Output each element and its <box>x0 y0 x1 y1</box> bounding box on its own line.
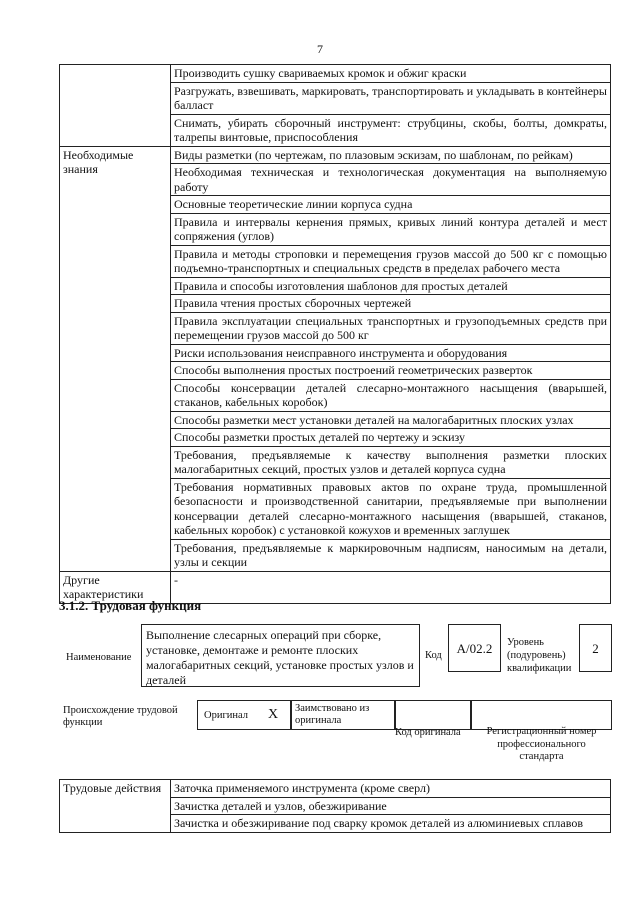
table-cell: Зачистка и обезжиривание под сварку кромок деталей из алюминиевых сплавов <box>171 815 611 833</box>
table-cell: Требования нормативных правовых актов по охране труда, промышленной безопасности и производственной санитарии, предъявляемые при выполнении консервации деталей слесарно-монтажного насыщения (вварышей, стаканов, кабельных коробок) с установкой кожухов и временных заглушек <box>171 478 611 539</box>
table-cell: Снимать, убирать сборочный инструмент: струбцины, скобы, болты, домкраты, талрепы винтовые, приспособления <box>171 114 611 146</box>
table-row <box>60 65 611 83</box>
table-cell: Виды разметки (по чертежам, по плазовым эскизам, по шаблонам, по рейкам) <box>171 146 611 164</box>
labor-actions-table <box>59 779 611 833</box>
table-cell: Разгружать, взвешивать, маркировать, транспортировать и укладывать в контейнеры балласт <box>171 82 611 114</box>
table-row <box>60 146 611 164</box>
section-heading: 3.1.2. Трудовая функция <box>59 598 202 613</box>
qualification-level-box: 2 <box>579 624 612 672</box>
borrowed-cell <box>291 700 395 730</box>
table-cell: Зачистка деталей и узлов, обезжиривание <box>171 797 611 815</box>
table-cell: Требования, предъявляемые к качеству выполнения разметки плоских малогабаритных секций, простых узлов и деталей корпуса судна <box>171 446 611 478</box>
table-cell: Способы разметки мест установки деталей на малогабаритных плоских узлах <box>171 411 611 429</box>
table-row <box>60 780 611 798</box>
table-cell: Способы разметки простых деталей по чертежу и эскизу <box>171 429 611 447</box>
empty-label-cell <box>60 65 171 147</box>
origin-label: Происхождение трудовой функции <box>63 705 178 728</box>
function-name-box: Выполнение слесарных операций при сборке, установке, демонтаже и ремонте плоских малогабаритных секций, установке простых узлов и деталей <box>141 624 420 687</box>
borrowed-label: Заимствовано из оригинала <box>295 703 370 726</box>
table-cell: Правила и способы изготовления шаблонов для простых деталей <box>171 277 611 295</box>
labor-actions-label: Трудовые действия <box>60 780 171 833</box>
code-label: Код <box>425 650 442 661</box>
table-cell: Способы выполнения простых построений геометрических разверток <box>171 362 611 380</box>
original-cell <box>197 700 291 730</box>
table-cell: Риски использования неисправного инструмента и оборудования <box>171 344 611 362</box>
other-characteristics-value: - <box>171 571 611 603</box>
table-cell: Правила и интервалы кернения прямых, кривых линий контура деталей и мест сопряжения (углов) <box>171 213 611 245</box>
table-cell: Необходимая техническая и технологическая документация на выполняемую работу <box>171 164 611 196</box>
table-cell: Заточка применяемого инструмента (кроме сверл) <box>171 780 611 798</box>
code-original-cell <box>395 700 471 730</box>
reg-number-caption: Регистрационный номер профессионального стандарта <box>486 726 597 762</box>
table-cell: Правила эксплуатации специальных транспортных и грузоподъемных средств при перемещении грузов массой до 500 кг <box>171 312 611 344</box>
table-cell: Правила и методы строповки и перемещения грузов массой до 500 кг с помощью подъемно-транспортных и специальных средств в пределах рабочего места <box>171 245 611 277</box>
original-label: Оригинал <box>204 710 248 721</box>
page-number: 7 <box>317 42 323 56</box>
table-cell: Правила чтения простых сборочных чертежей <box>171 295 611 313</box>
other-characteristics-label: Другие характеристики <box>60 571 171 603</box>
original-mark: X <box>268 707 279 722</box>
table-cell: Способы консервации деталей слесарно-монтажного насыщения (вварышей, стаканов, кабельных коробок) <box>171 379 611 411</box>
qualification-level-label: Уровень (подуровень) квалификации <box>507 637 572 674</box>
code-original-caption: Код оригинала <box>395 727 461 738</box>
name-label: Наименование <box>66 652 132 663</box>
requirements-table <box>59 64 611 604</box>
table-cell: Требования, предъявляемые к маркировочным надписям, наносимым на детали, узлы и секции <box>171 539 611 571</box>
code-value-box: A/02.2 <box>448 624 501 672</box>
table-cell: Производить сушку свариваемых кромок и обжиг краски <box>171 65 611 83</box>
knowledge-label: Необходимые знания <box>60 146 171 571</box>
table-cell: Основные теоретические линии корпуса судна <box>171 196 611 214</box>
